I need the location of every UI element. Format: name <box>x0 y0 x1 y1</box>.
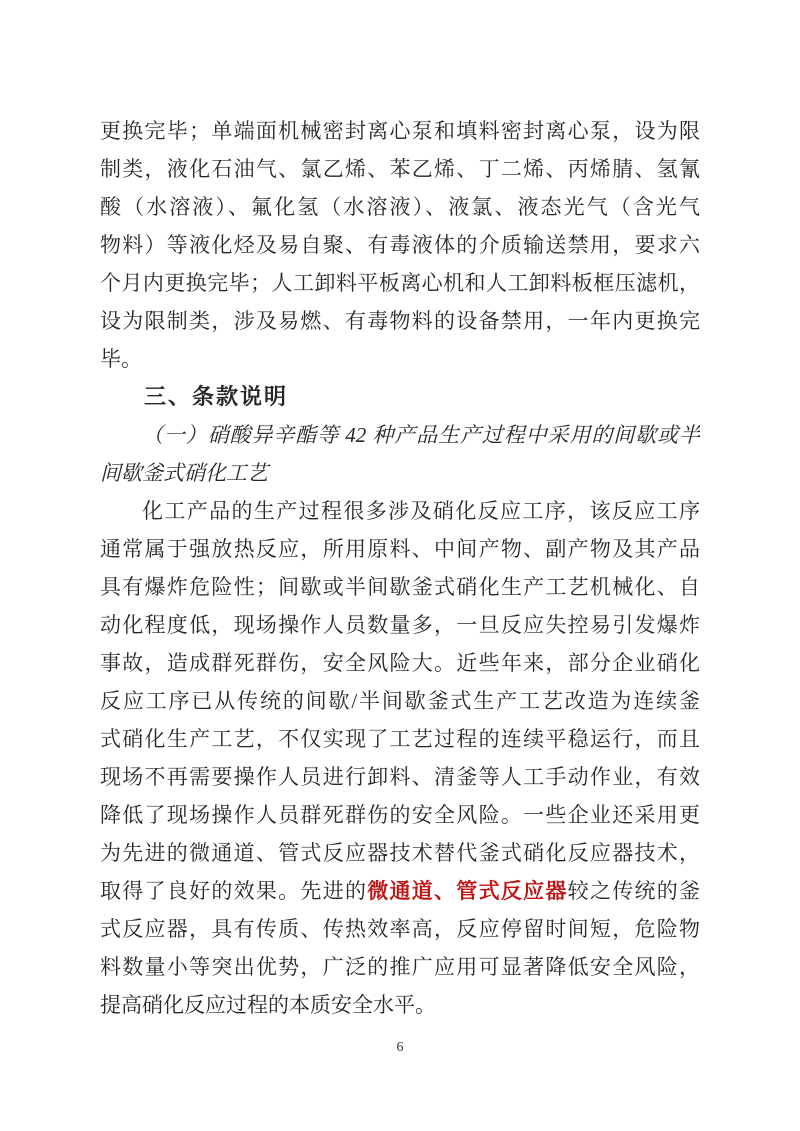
text-line <box>100 758 700 796</box>
text-segment: 式反应器，具有传质、传热效率高，反应停留时间短，危险物 <box>100 917 700 941</box>
body-paragraph <box>100 492 700 1024</box>
text-segment: 取得了良好的效果。先进的 <box>100 879 368 903</box>
text-segment: 式硝化生产工艺，不仅实现了工艺过程的连续平稳运行，而且 <box>100 727 700 751</box>
text-segment: 化工产品的生产过程很多涉及硝化反应工序，该反应工序 <box>142 499 700 523</box>
text-line <box>100 834 700 872</box>
highlighted-term: 微通道、管式反应器 <box>367 879 568 903</box>
page-number: 6 <box>396 1040 404 1055</box>
text-line <box>100 150 700 188</box>
text-line <box>100 682 700 720</box>
section-heading <box>100 378 700 416</box>
text-segment: 现场不再需要操作人员进行卸料、清釜等人工手动作业，有效 <box>100 765 700 789</box>
text-segment: 事故，造成群死群伤，安全风险大。近些年来，部分企业硝化 <box>100 651 700 675</box>
text-segment: 动化程度低，现场操作人员数量多，一旦反应失控易引发爆炸 <box>100 613 700 637</box>
text-line <box>100 188 700 226</box>
text-segment: 较之传统的釜 <box>567 879 700 903</box>
text-line <box>100 226 700 264</box>
text-line <box>100 720 700 758</box>
text-segment: 反应工序已从传统的间歇/半间歇釜式生产工艺改造为连续釜 <box>100 689 700 713</box>
text-line <box>100 416 700 454</box>
text-segment: 更换完毕；单端面机械密封离心泵和填料密封离心泵，设为限 <box>100 119 700 143</box>
text-line <box>100 872 700 910</box>
text-segment: 通常属于强放热反应，所用原料、中间产物、副产物及其产品 <box>100 537 700 561</box>
text-line <box>100 112 700 150</box>
text-segment: 制类，液化石油气、氯乙烯、苯乙烯、丁二烯、丙烯腈、氢氰 <box>100 157 700 181</box>
text-line <box>100 340 700 378</box>
text-segment: 为先进的微通道、管式反应器技术替代釜式硝化反应器技术， <box>100 841 700 865</box>
text-segment: 物料）等液化烃及易自聚、有毒液体的介质输送禁用，要求六 <box>100 233 700 257</box>
text-segment: 具有爆炸危险性；间歇或半间歇釜式硝化生产工艺机械化、自 <box>100 575 700 599</box>
text-segment: 提高硝化反应过程的本质安全水平。 <box>100 993 436 1017</box>
text-line <box>100 264 700 302</box>
text-line <box>100 302 700 340</box>
text-line <box>100 644 700 682</box>
text-segment: （一）硝酸异辛酯等 42 种产品生产过程中采用的间歇或半 <box>142 423 700 447</box>
text-line <box>100 910 700 948</box>
text-segment: 料数量小等突出优势，广泛的推广应用可显著降低安全风险， <box>100 955 700 979</box>
clause-subheading <box>100 416 700 492</box>
document-blocks <box>100 112 700 1024</box>
text-line <box>100 568 700 606</box>
text-line <box>100 948 700 986</box>
text-segment: 设为限制类，涉及易燃、有毒物料的设备禁用，一年内更换完 <box>100 309 700 333</box>
text-segment: 个月内更换完毕；人工卸料平板离心机和人工卸料板框压滤机， <box>100 271 700 295</box>
text-line <box>100 454 700 492</box>
text-line <box>100 796 700 834</box>
text-line <box>100 530 700 568</box>
text-line <box>100 378 700 416</box>
paragraph-continuation <box>100 112 700 378</box>
text-segment: 三、条款说明 <box>144 384 289 409</box>
text-line <box>100 492 700 530</box>
text-segment: 降低了现场操作人员群死群伤的安全风险。一些企业还采用更 <box>100 803 700 827</box>
text-segment: 毕。 <box>100 347 142 371</box>
text-line <box>100 606 700 644</box>
text-segment: 间歇釜式硝化工艺 <box>100 461 268 485</box>
text-line <box>100 986 700 1024</box>
text-segment: 酸（水溶液）、氟化氢（水溶液）、液氯、液态光气（含光气 <box>100 195 700 219</box>
